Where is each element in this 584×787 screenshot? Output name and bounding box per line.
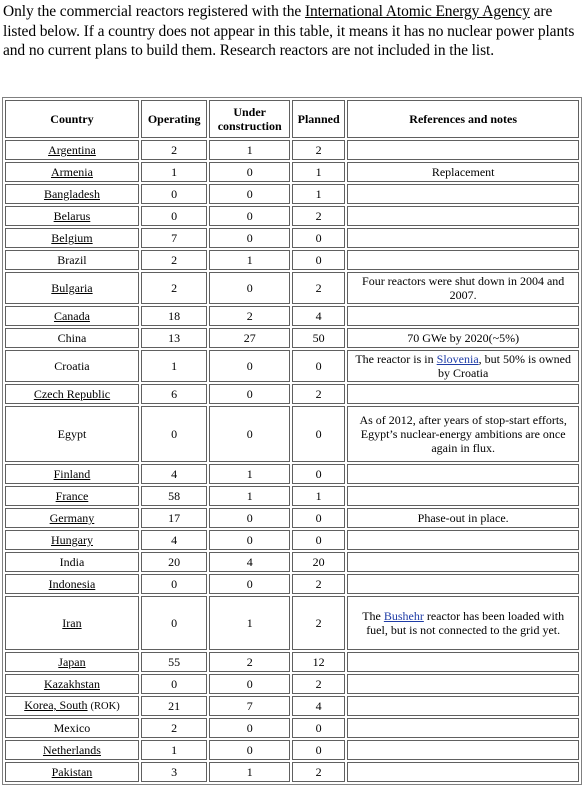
country-link[interactable]: Czech Republic (33, 387, 111, 401)
under-construction-cell: 1 (209, 464, 290, 484)
operating-cell: 0 (141, 406, 207, 462)
under-construction-cell: 27 (209, 328, 290, 348)
under-construction-cell: 0 (209, 674, 290, 694)
planned-cell: 2 (292, 596, 345, 650)
notes-cell: As of 2012, after years of stop-start efforts, Egypt’s nuclear-energy ambitions are once again in flux. (347, 406, 579, 462)
table-row (5, 250, 579, 270)
table-row (5, 652, 579, 672)
country-cell (5, 406, 139, 462)
operating-cell: 4 (141, 464, 207, 484)
notes-cell (347, 486, 579, 506)
planned-cell: 0 (292, 508, 345, 528)
country-cell (5, 206, 139, 226)
under-construction-cell: 7 (209, 696, 290, 716)
table-header-row (5, 100, 579, 138)
under-construction-cell: 0 (209, 530, 290, 550)
operating-cell: 1 (141, 740, 207, 760)
operating-cell: 17 (141, 508, 207, 528)
notes-cell: Four reactors were shut down in 2004 and 2007. (347, 272, 579, 304)
country-cell (5, 574, 139, 594)
country-cell (5, 696, 139, 716)
country-link[interactable]: Iran (62, 616, 82, 630)
notes-cell: Replacement (347, 162, 579, 182)
notes-cell (347, 140, 579, 160)
intro-text-before: Only the commercial reactors registered with the (3, 3, 305, 20)
notes-cell (347, 574, 579, 594)
table-row (5, 740, 579, 760)
country-link[interactable]: Pakistan (51, 765, 93, 779)
country-name: Egypt (57, 427, 87, 441)
country-link[interactable]: Bangladesh (43, 187, 100, 201)
table-row (5, 384, 579, 404)
country-cell (5, 596, 139, 650)
country-link[interactable]: Armenia (50, 165, 93, 179)
planned-cell: 20 (292, 552, 345, 572)
country-cell (5, 718, 139, 738)
operating-cell: 55 (141, 652, 207, 672)
notes-text: , but 50% is owned by Croatia (438, 352, 571, 380)
table-row (5, 574, 579, 594)
country-cell (5, 464, 139, 484)
planned-cell: 4 (292, 306, 345, 326)
country-cell (5, 184, 139, 204)
operating-cell: 2 (141, 140, 207, 160)
table-row (5, 508, 579, 528)
table-row (5, 464, 579, 484)
table-row (5, 406, 579, 462)
country-cell (5, 384, 139, 404)
under-construction-cell: 4 (209, 552, 290, 572)
reactors-table (2, 97, 582, 785)
country-link[interactable]: Kazakhstan (43, 677, 100, 691)
under-construction-cell: 0 (209, 272, 290, 304)
notes-cell (347, 552, 579, 572)
operating-cell: 13 (141, 328, 207, 348)
under-construction-cell: 0 (209, 740, 290, 760)
notes-cell (347, 306, 579, 326)
header-operating: Operating (141, 100, 207, 138)
under-construction-cell: 0 (209, 718, 290, 738)
notes-cell (347, 762, 579, 782)
notes-cell (347, 250, 579, 270)
table-row (5, 140, 579, 160)
operating-cell: 58 (141, 486, 207, 506)
planned-cell: 2 (292, 762, 345, 782)
under-construction-cell: 0 (209, 228, 290, 248)
notes-text: reactor has been loaded with fuel, but is not connected to the grid yet. (366, 609, 565, 637)
country-cell (5, 486, 139, 506)
notes-text: The reactor is in (355, 352, 437, 366)
intro-text-after: are listed below. If a country does not appear in this table, it means it has no nuclear power plants and no current plans to build them. Research reactors are not included in the list. (3, 3, 575, 59)
notes-text: The (362, 609, 384, 623)
operating-cell: 1 (141, 162, 207, 182)
table-row (5, 486, 579, 506)
planned-cell: 4 (292, 696, 345, 716)
planned-cell: 0 (292, 350, 345, 382)
table-row (5, 228, 579, 248)
table-row (5, 206, 579, 226)
table-row (5, 596, 579, 650)
country-cell (5, 140, 139, 160)
country-name: China (57, 331, 87, 345)
table-body (5, 140, 579, 782)
table-row (5, 162, 579, 182)
notes-cell (347, 530, 579, 550)
country-cell (5, 530, 139, 550)
under-construction-cell: 2 (209, 652, 290, 672)
country-link[interactable]: Argentina (48, 143, 96, 157)
country-link[interactable]: Canada (53, 309, 90, 323)
operating-cell: 0 (141, 184, 207, 204)
planned-cell: 12 (292, 652, 345, 672)
country-cell (5, 652, 139, 672)
planned-cell: 2 (292, 674, 345, 694)
table-row (5, 306, 579, 326)
country-name: Croatia (54, 359, 90, 373)
notes-cell (347, 696, 579, 716)
header-under-construction: Under construction (209, 100, 290, 138)
notes-cell (347, 740, 579, 760)
country-link[interactable]: Belarus (53, 209, 91, 223)
country-cell (5, 250, 139, 270)
operating-cell: 1 (141, 350, 207, 382)
table-row (5, 530, 579, 550)
country-link[interactable]: Belgium (51, 231, 93, 245)
under-construction-cell: 1 (209, 486, 290, 506)
notes-cell (347, 464, 579, 484)
operating-cell: 18 (141, 306, 207, 326)
country-cell (5, 508, 139, 528)
notes-link[interactable]: Slovenia (436, 352, 479, 366)
country-cell (5, 228, 139, 248)
country-cell (5, 762, 139, 782)
table-row (5, 350, 579, 382)
planned-cell: 0 (292, 718, 345, 738)
operating-cell: 0 (141, 674, 207, 694)
header-planned: Planned (292, 100, 345, 138)
notes-link[interactable]: Bushehr (383, 609, 424, 623)
under-construction-cell: 0 (209, 508, 290, 528)
operating-cell: 2 (141, 272, 207, 304)
table-row (5, 552, 579, 572)
operating-cell: 0 (141, 596, 207, 650)
notes-cell (347, 674, 579, 694)
planned-cell: 0 (292, 740, 345, 760)
country-link[interactable]: Hungary (50, 533, 93, 547)
under-construction-cell: 1 (209, 250, 290, 270)
country-cell (5, 674, 139, 694)
country-name: India (59, 555, 85, 569)
notes-cell (347, 228, 579, 248)
table-row (5, 762, 579, 782)
header-country: Country (5, 100, 139, 138)
operating-cell: 20 (141, 552, 207, 572)
planned-cell: 0 (292, 228, 345, 248)
under-construction-cell: 0 (209, 350, 290, 382)
operating-cell: 2 (141, 250, 207, 270)
table-row (5, 328, 579, 348)
country-cell (5, 552, 139, 572)
operating-cell: 6 (141, 384, 207, 404)
under-construction-cell: 0 (209, 574, 290, 594)
notes-cell (347, 350, 579, 382)
under-construction-cell: 1 (209, 762, 290, 782)
country-link[interactable]: Germany (49, 511, 95, 525)
country-name: Brazil (57, 253, 87, 267)
under-construction-cell: 2 (209, 306, 290, 326)
operating-cell: 21 (141, 696, 207, 716)
header-notes: References and notes (347, 100, 579, 138)
table-row (5, 272, 579, 304)
planned-cell: 2 (292, 206, 345, 226)
planned-cell: 2 (292, 384, 345, 404)
operating-cell: 3 (141, 762, 207, 782)
iaea-link[interactable]: International Atomic Energy Agency (304, 3, 530, 20)
planned-cell: 0 (292, 530, 345, 550)
country-link[interactable]: Indonesia (48, 577, 96, 591)
under-construction-cell: 0 (209, 206, 290, 226)
planned-cell: 0 (292, 464, 345, 484)
country-link[interactable]: France (55, 489, 89, 503)
under-construction-cell: 0 (209, 406, 290, 462)
planned-cell: 1 (292, 486, 345, 506)
operating-cell: 2 (141, 718, 207, 738)
planned-cell: 50 (292, 328, 345, 348)
country-cell (5, 350, 139, 382)
country-link[interactable]: Netherlands (42, 743, 101, 757)
country-link[interactable]: Finland (53, 467, 91, 481)
operating-cell: 7 (141, 228, 207, 248)
country-link[interactable]: Bulgaria (51, 281, 93, 295)
notes-cell (347, 206, 579, 226)
planned-cell: 0 (292, 406, 345, 462)
notes-cell (347, 384, 579, 404)
notes-cell: Phase-out in place. (347, 508, 579, 528)
planned-cell: 2 (292, 574, 345, 594)
planned-cell: 2 (292, 272, 345, 304)
planned-cell: 1 (292, 184, 345, 204)
country-cell (5, 162, 139, 182)
country-link[interactable]: Japan (58, 655, 86, 669)
operating-cell: 0 (141, 574, 207, 594)
table-row (5, 674, 579, 694)
country-cell (5, 740, 139, 760)
table-row (5, 184, 579, 204)
notes-cell (347, 596, 579, 650)
notes-cell (347, 718, 579, 738)
country-cell (5, 272, 139, 304)
under-construction-cell: 1 (209, 596, 290, 650)
under-construction-cell: 0 (209, 162, 290, 182)
country-cell (5, 328, 139, 348)
under-construction-cell: 1 (209, 140, 290, 160)
country-cell (5, 306, 139, 326)
notes-cell (347, 184, 579, 204)
operating-cell: 0 (141, 206, 207, 226)
country-suffix: (ROK) (90, 701, 120, 712)
table-row (5, 718, 579, 738)
country-name: Mexico (53, 721, 91, 735)
planned-cell: 0 (292, 250, 345, 270)
intro-paragraph (3, 2, 581, 61)
operating-cell: 4 (141, 530, 207, 550)
notes-cell (347, 652, 579, 672)
under-construction-cell: 0 (209, 184, 290, 204)
under-construction-cell: 0 (209, 384, 290, 404)
planned-cell: 1 (292, 162, 345, 182)
planned-cell: 2 (292, 140, 345, 160)
notes-cell: 70 GWe by 2020(~5%) (347, 328, 579, 348)
country-link[interactable]: Korea, South (24, 698, 88, 712)
table-row (5, 696, 579, 716)
